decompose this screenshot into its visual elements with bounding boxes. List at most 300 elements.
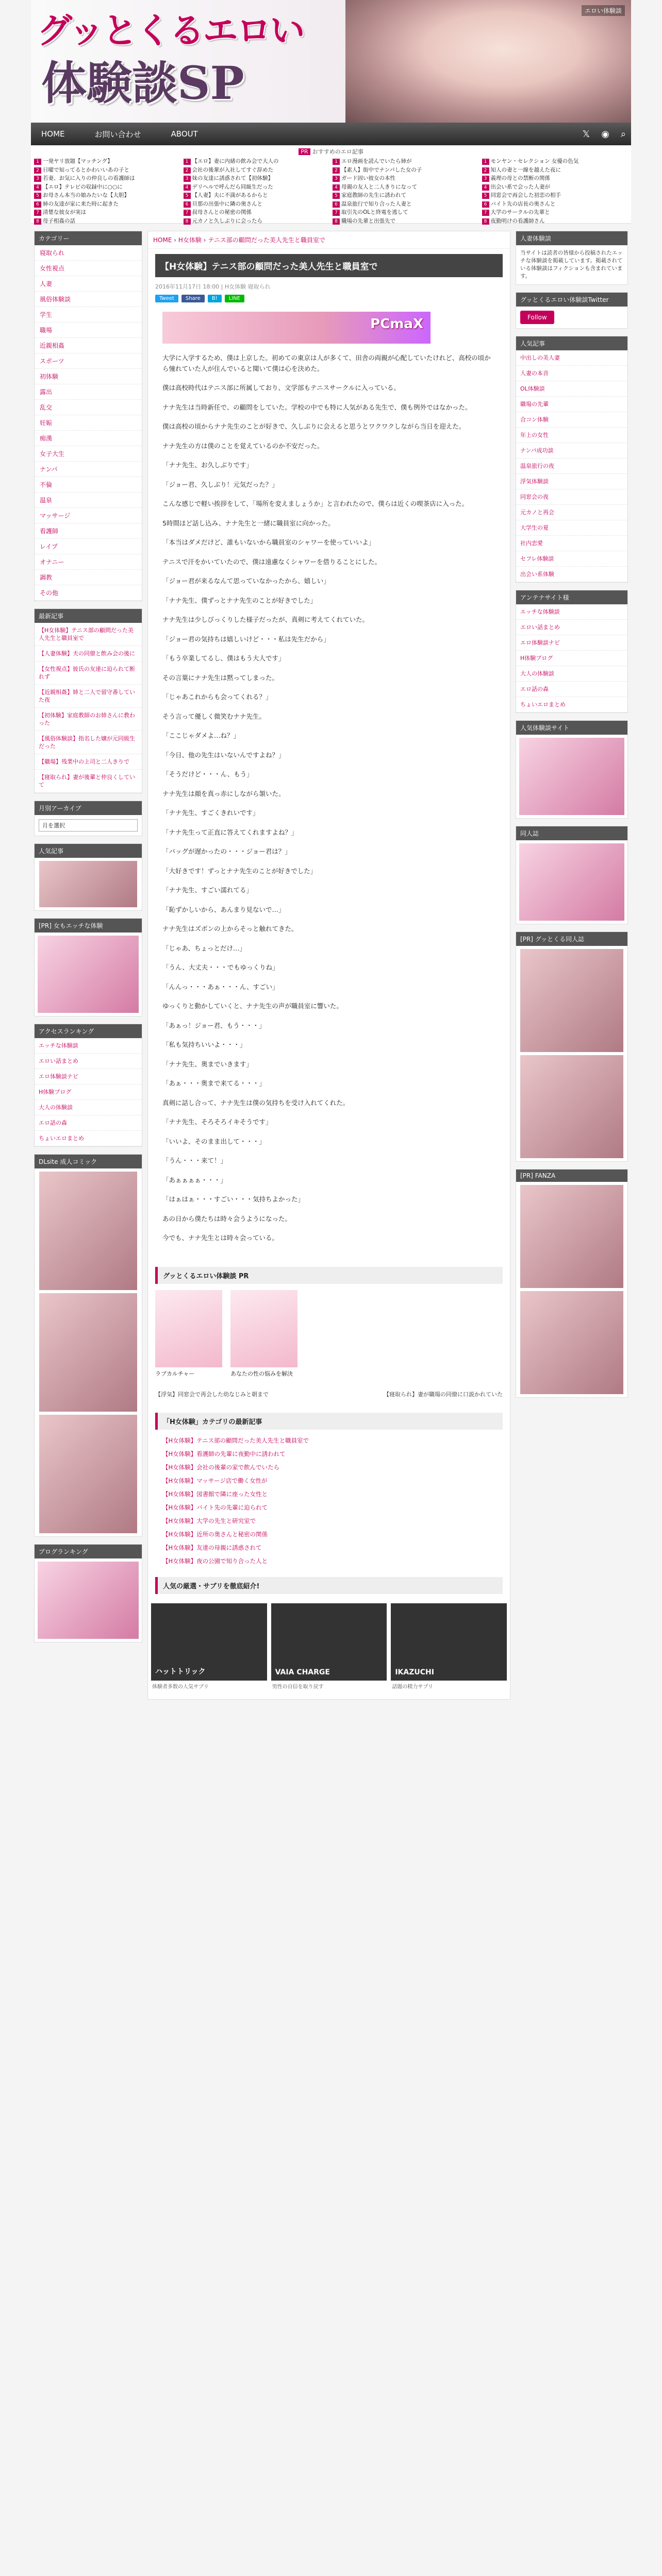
news-item-text: 【人妻】夫に不満があるからと <box>192 192 268 198</box>
article-paragraph: 「ナナ先生、すごい濡れてる」 <box>162 886 253 894</box>
access-ranking-item[interactable]: ちょいエロまとめ <box>35 1131 142 1146</box>
access-ranking-item[interactable]: 大人の体験談 <box>35 1100 142 1115</box>
news-rank-badge: 7 <box>482 210 489 216</box>
news-item-text: 会社の後輩が入社してすぐ辞めた <box>192 166 273 173</box>
doujin-box <box>516 826 628 924</box>
article-paragraph: 「もう卒業してるし、僕はもう大人です」 <box>162 654 285 662</box>
latest-item[interactable]: 【H女体験】バイト先の先輩に迫られて <box>162 1503 268 1511</box>
article-paragraph: 「大好きです！ずっとナナ先生のことが好きでした」 <box>162 867 317 875</box>
news-item-text: 大学のサークルの先輩と <box>490 209 550 215</box>
pickup-item[interactable]: 年上の女性 <box>516 428 627 443</box>
news-rank-badge: 7 <box>184 210 191 216</box>
news-rank-badge: 8 <box>333 218 340 225</box>
related-heading: グッとくるエロい体験談 PR <box>155 1267 503 1284</box>
banner-caption: 話題の精力サプリ <box>392 1684 433 1690</box>
news-item[interactable] <box>333 200 479 209</box>
article-paragraph: 「あぁぁぁぁ・・・」 <box>162 1176 227 1184</box>
latest-item[interactable]: 【H女体験】図書館で隣に座った女性と <box>162 1490 268 1498</box>
new-post-item[interactable]: 【女性視点】彼氏の友達に迫られて断れず <box>35 662 142 685</box>
article-paragraph: 「ジョー君の気持ちは嬉しいけど・・・私は先生だから」 <box>162 635 330 643</box>
archive-select[interactable]: 月を選択 <box>39 819 138 832</box>
rss-icon[interactable]: ◉ <box>601 128 609 140</box>
related-thumb <box>155 1290 222 1367</box>
news-item[interactable] <box>34 174 180 183</box>
category-item[interactable]: レイプ <box>35 539 142 554</box>
ranking-thumbnail[interactable] <box>39 861 137 907</box>
article-paragraph: テニスで汗をかいていたので、僕は遠慮なくシャワーを借りることにした。 <box>162 557 382 566</box>
banner-image <box>151 1603 267 1681</box>
news-rank-badge: 4 <box>34 184 41 191</box>
pickup-item[interactable]: 出会い系体験 <box>516 567 627 582</box>
article-paragraph: 「ここじゃダメよ…ね？」 <box>162 732 240 739</box>
news-rank-badge: 5 <box>333 193 340 199</box>
pr-banner-left[interactable] <box>38 936 139 1013</box>
pr-doujin-2[interactable] <box>520 1055 623 1158</box>
line-button[interactable]: LINE <box>225 295 244 302</box>
category-item[interactable]: その他 <box>35 585 142 601</box>
new-post-item[interactable]: 【風俗体験談】指名した嬢が元同級生だった <box>35 731 142 754</box>
site-logo-bottom[interactable]: 体験談SP <box>41 56 244 110</box>
news-item-text: 知人の妻と一線を越えた夜に <box>490 166 561 173</box>
blog-ranking-heading: プログランキング <box>35 1545 142 1558</box>
about-heading: 人妻体験談 <box>516 231 627 245</box>
antenna-item[interactable]: エロ話の森 <box>516 682 627 697</box>
archive-heading: 月別アーカイブ <box>35 801 142 815</box>
news-item[interactable] <box>34 191 180 200</box>
news-rank-badge: 1 <box>34 159 41 165</box>
pickup-item[interactable]: 社内恋愛 <box>516 536 627 551</box>
news-rank-badge: 3 <box>34 176 41 182</box>
category-item[interactable]: 妊娠 <box>35 415 142 431</box>
news-item-text: 職場の先輩と出張先で <box>341 217 395 224</box>
access-ranking-item[interactable]: エロい話まとめ <box>35 1054 142 1069</box>
category-box <box>34 231 142 601</box>
category-item[interactable]: 温泉 <box>35 493 142 508</box>
antenna-item[interactable]: 大人の体験談 <box>516 666 627 682</box>
new-post-item[interactable]: 【寝取られ】妻が後輩と仲良くしていて <box>35 770 142 793</box>
article-paragraph: ナナ先生の方は僕のことを覚えているのか不安だった。 <box>162 442 324 450</box>
banner-name: IKAZUCHI <box>395 1668 434 1676</box>
pickup-item[interactable]: ナンパ成功談 <box>516 443 627 459</box>
breadcrumb: HOME › H女体験 › テニス部の顧問だった美人先生と職員室で <box>148 231 510 249</box>
article-paragraph: 5時間ほど話し込み、ナナ先生と一緒に職員室に向かった。 <box>162 519 335 527</box>
news-item[interactable] <box>34 183 180 192</box>
news-column <box>184 157 330 225</box>
pickup-heading: 人気記事 <box>516 336 627 350</box>
related-caption: ラブカルチャー <box>155 1370 195 1377</box>
news-rank-badge: 1 <box>333 159 340 165</box>
article-paragraph: 「ナナ先生、お久しぶりです」 <box>162 461 253 469</box>
news-item[interactable] <box>482 200 628 209</box>
article-paragraph: ナナ先生はズボンの上からそっと触れてきた。 <box>162 925 298 933</box>
news-item[interactable] <box>333 217 479 226</box>
category-item[interactable]: オナニー <box>35 554 142 570</box>
news-rank-badge: 7 <box>34 210 41 216</box>
prev-next-nav <box>148 1385 510 1403</box>
category-item[interactable]: 痴漢 <box>35 431 142 446</box>
news-rank-badge: 5 <box>482 193 489 199</box>
category-item[interactable]: スポーツ <box>35 353 142 369</box>
related-thumb <box>230 1290 297 1367</box>
latest-item[interactable]: 【H女体験】会社の後輩の家で飲んでいたら <box>162 1463 280 1471</box>
article-paragraph: 「本当はダメだけど、誰もいないから職員室のシャワーを使っていいよ」 <box>162 538 375 546</box>
news-item[interactable] <box>482 174 628 183</box>
category-list <box>35 245 142 601</box>
article-paragraph: 「私も気持ちいいよ・・・」 <box>162 1041 246 1048</box>
newsbar-header <box>34 147 628 156</box>
news-rank-badge: 5 <box>34 193 41 199</box>
category-item[interactable]: 人妻 <box>35 276 142 292</box>
news-item[interactable] <box>482 217 628 226</box>
news-item-text: 若妻、お気に入りの仲良しの看護師は <box>43 175 135 181</box>
banner-name: ハットトリック <box>155 1667 206 1676</box>
banner-card[interactable] <box>271 1603 387 1694</box>
nav-contact[interactable]: お問い合わせ <box>94 129 141 139</box>
news-item[interactable] <box>333 174 479 183</box>
news-item[interactable] <box>34 200 180 209</box>
news-item-text: 【エロ】テレビの収録中に○○に <box>43 183 123 190</box>
page-wrapper <box>31 0 631 2576</box>
news-item[interactable] <box>482 166 628 175</box>
latest-item[interactable]: 【H女体験】夜の公園で知り合った人と <box>162 1557 268 1565</box>
category-item[interactable]: 近親相姦 <box>35 338 142 353</box>
next-post-link[interactable]: 【寝取られ】妻が職場の同僚に口説かれていた <box>384 1391 503 1398</box>
article-paragraph: 「はぁはぁ・・・すごい・・・気持ちよかった」 <box>162 1195 305 1203</box>
pr-doujin-heading: [PR] グッとくる同人誌 <box>516 932 627 946</box>
facebook-button[interactable]: Share <box>181 295 205 302</box>
latest-item[interactable]: 【H女体験】看護師の先輩に夜勤中に誘われて <box>162 1450 286 1458</box>
fanza-item-2[interactable] <box>520 1291 623 1394</box>
news-rank-badge: 4 <box>333 184 340 191</box>
category-item[interactable]: 調教 <box>35 570 142 585</box>
news-item-text: 母子相姦の話 <box>43 217 75 224</box>
new-post-item[interactable]: 【初体験】家庭教師のお姉さんに教わった <box>35 708 142 731</box>
news-item[interactable] <box>184 183 330 192</box>
news-item-text: お母さん本当の娘みたいな【大胆】 <box>43 192 129 198</box>
news-columns <box>34 157 628 225</box>
news-column <box>482 157 628 225</box>
latest-list <box>148 1434 510 1568</box>
pr-badge: PR <box>299 148 310 155</box>
article-paragraph: 「ナナ先生、奥までいきます」 <box>162 1060 253 1068</box>
access-ranking-item[interactable]: エロ体験談ナビ <box>35 1069 142 1084</box>
antenna-item[interactable]: エロい話まとめ <box>516 620 627 635</box>
news-item-text: 義理の母との禁断の関係 <box>490 175 550 181</box>
article-paragraph: その言葉にナナ先生は黙ってしまった。 <box>162 673 279 682</box>
left-sidebar <box>34 231 142 1650</box>
banner-name: VAIA CHARGE <box>275 1668 330 1676</box>
access-ranking-heading: アクセスランキング <box>35 1024 142 1038</box>
category-item[interactable]: 職場 <box>35 323 142 338</box>
article-paragraph: 真剣に話し合って、ナナ先生は僕の気持ちを受け入れてくれた。 <box>162 1098 350 1107</box>
article-ad-banner[interactable] <box>162 312 431 344</box>
news-item[interactable] <box>333 157 479 166</box>
article-paragraph: 僕は高校の頃からナナ先生のことが好きで、久しぶりに会えると思うとワクワクしながら当日を迎えた。 <box>162 422 466 430</box>
category-item[interactable]: 看護師 <box>35 523 142 539</box>
article-paragraph: 「恥ずかしいから、あんまり見ないで…」 <box>162 905 285 913</box>
latest-item[interactable]: 【H女体験】大学の先生と研究室で <box>162 1517 256 1524</box>
pr-news-bar <box>31 145 631 224</box>
news-item-text: エロ漫画を読んでいたら姉が <box>341 158 412 164</box>
about-text: 当サイトは読者の皆様から投稿されたエッチな体験談を掲載しています。掲載されている体験談はフィクションも含まれています。 <box>520 250 623 279</box>
news-rank-badge: 8 <box>184 218 191 225</box>
news-rank-badge: 8 <box>482 218 489 225</box>
access-ranking-item[interactable]: H体験ブログ <box>35 1084 142 1100</box>
related-item[interactable] <box>155 1290 222 1378</box>
news-rank-badge: 7 <box>333 210 340 216</box>
category-item[interactable]: 初体験 <box>35 369 142 384</box>
ranking-heading: 人気記事 <box>35 844 142 858</box>
category-heading: カテゴリー <box>35 231 142 245</box>
main-article <box>147 231 510 1700</box>
category-item[interactable]: ナンパ <box>35 462 142 477</box>
news-item[interactable] <box>34 166 180 175</box>
breadcrumb-home[interactable]: HOME <box>153 236 172 244</box>
news-item[interactable] <box>184 166 330 175</box>
news-rank-badge: 2 <box>184 167 191 174</box>
news-rank-badge: 5 <box>184 193 191 199</box>
latest-item[interactable]: 【H女体験】テニス部の顧問だった美人先生と職員室で <box>162 1436 309 1444</box>
news-item-text: 姉の友達が家に来た時に起きた <box>43 200 119 207</box>
latest-item[interactable]: 【H女体験】友達の母親に誘惑されて <box>162 1544 262 1551</box>
about-box <box>516 231 628 285</box>
access-ranking-item[interactable]: エッチな体験談 <box>35 1038 142 1054</box>
category-item[interactable]: 露出 <box>35 384 142 400</box>
article-paragraph: 「ジョー君、久しぶり！元気だった？」 <box>162 480 278 488</box>
article-paragraph: そう言って優しく微笑むナナ先生。 <box>162 712 266 720</box>
news-rank-badge: 4 <box>482 184 489 191</box>
dlsite-comic-2[interactable] <box>39 1293 137 1412</box>
news-item[interactable] <box>482 183 628 192</box>
news-item[interactable] <box>333 166 479 175</box>
news-item-text: ガード固い彼女の本性 <box>341 175 395 181</box>
new-post-item[interactable]: 【人妻体験】夫の同僚と飲み会の後に <box>35 646 142 662</box>
article-paragraph: ナナ先生は少しびっくりした様子だったが、真剣に考えてくれていた。 <box>162 616 369 623</box>
news-item-text: デリヘルで呼んだら同級生だった <box>192 183 273 190</box>
news-item-text: 叔母さんとの秘密の関係 <box>192 209 252 215</box>
article-paragraph: 「ナナ先生、そろそろイキそうです」 <box>162 1118 272 1126</box>
pickup-item[interactable]: 温泉旅行の夜 <box>516 459 627 474</box>
news-rank-badge: 2 <box>333 167 340 174</box>
new-post-item[interactable]: 【職場】残業中の上司と二人きりで <box>35 754 142 770</box>
nav-about[interactable]: ABOUT <box>171 129 198 139</box>
dlsite-comic-3[interactable] <box>39 1415 137 1533</box>
related-caption: あなたの性の悩みを解決 <box>230 1370 293 1377</box>
share-buttons <box>148 295 510 308</box>
news-item[interactable] <box>184 217 330 226</box>
dlsite-box <box>34 1154 142 1537</box>
hero-caption: エロい体験談 <box>582 5 625 16</box>
news-item-text: 【素人】街中でナンパした女の子 <box>341 166 422 173</box>
news-item-text: 温泉旅行で知り合った人妻と <box>341 200 412 207</box>
article-paragraph: ナナ先生は当時新任で、の顧問をしていた。学校の中でも特に人気がある先生で、僕も例外ではなかった。 <box>162 403 472 411</box>
article-paragraph: 「あぁっ！ジョー君、もう・・・」 <box>162 1021 266 1029</box>
news-item-text: 妹の友達に誘惑されて【初体験】 <box>192 175 273 181</box>
pickup-item[interactable]: 大学生の夏 <box>516 520 627 536</box>
news-rank-badge: 1 <box>184 159 191 165</box>
category-item[interactable]: 女子大生 <box>35 446 142 462</box>
news-item-text: バイト先の店長の奥さんと <box>490 200 556 207</box>
article-body <box>148 308 510 1258</box>
news-item-text: 家庭教師の先生に誘われて <box>341 192 406 198</box>
antenna-list <box>516 604 627 713</box>
news-rank-badge: 3 <box>333 176 340 182</box>
article-paragraph: 「じゃあ、ちょっとだけ…」 <box>162 944 246 952</box>
antenna-item[interactable]: ちょいエロまとめ <box>516 697 627 713</box>
news-rank-badge: 3 <box>184 176 191 182</box>
category-item[interactable]: 風俗体験談 <box>35 292 142 307</box>
pickup-item[interactable]: 同窓会の夜 <box>516 489 627 505</box>
banner-image <box>271 1603 387 1681</box>
article-paragraph: 大学に入学するため、僕は上京した。初めての東京は人が多くて、田舎の両親が心配していたけれど、高校の頃から憧れていた人が住んでいると聞いて僕は心を決めた。 <box>162 354 491 372</box>
pickup-item[interactable]: 職場の先輩 <box>516 397 627 412</box>
news-item-text: 夜勤明けの看護師さん <box>490 217 545 224</box>
related-item[interactable] <box>230 1290 297 1378</box>
pickup-item[interactable]: 合コン体験 <box>516 412 627 428</box>
pickup-item[interactable]: 中出しの美人妻 <box>516 350 627 366</box>
news-rank-badge: 6 <box>34 201 41 208</box>
search-icon[interactable]: ⌕ <box>620 128 626 140</box>
news-rank-badge: 6 <box>482 201 489 208</box>
pickup-item[interactable]: 人妻の本音 <box>516 366 627 381</box>
article-paragraph: 「ナナ先生、すごくきれいです」 <box>162 809 259 817</box>
news-item[interactable] <box>184 200 330 209</box>
fanza-heading: [PR] FANZA <box>516 1170 627 1182</box>
news-rank-badge: 4 <box>184 184 191 191</box>
new-post-item[interactable]: 【H女体験】テニス部の顧問だった美人先生と職員室で <box>35 623 142 646</box>
access-ranking-list <box>35 1038 142 1146</box>
blog-ranking-box <box>34 1544 142 1642</box>
prev-post-link[interactable]: 【浮気】同窓会で再会した幼なじみと朝まで <box>155 1391 269 1398</box>
recommend-banner[interactable] <box>519 738 624 815</box>
article-paragraph: 「じゃあこれからも会ってくれる？」 <box>162 693 272 701</box>
news-item[interactable] <box>482 191 628 200</box>
news-item-text: 旦那の出張中に隣の奥さんと <box>192 200 262 207</box>
pickup-item[interactable]: セフレ体験談 <box>516 551 627 567</box>
pr-heading-left: [PR] 女もエッチな体験 <box>35 919 142 933</box>
category-item[interactable]: 女性視点 <box>35 261 142 276</box>
hatena-button[interactable]: B! <box>208 295 222 302</box>
related-items <box>148 1288 510 1385</box>
news-item[interactable] <box>333 183 479 192</box>
dlsite-comic-1[interactable] <box>39 1172 137 1290</box>
pickup-box <box>516 336 628 583</box>
article-paragraph: 今でも、ナナ先生とは時々会っている。 <box>162 1234 279 1242</box>
news-item[interactable] <box>482 157 628 166</box>
header-hero-image <box>345 0 631 123</box>
news-item[interactable] <box>482 208 628 217</box>
article-paragraph: 「そうだけど・・・ん、もう」 <box>162 770 253 778</box>
banners-heading: 人気の厳選・サブリを徹底紹介! <box>155 1577 503 1594</box>
news-rank-badge: 6 <box>333 201 340 208</box>
news-item[interactable] <box>184 157 330 166</box>
antenna-item[interactable]: エロ体験談ナビ <box>516 635 627 651</box>
blog-ranking-banner[interactable] <box>38 1562 139 1639</box>
news-item-text: 一発ヤリ放題【マッチング】 <box>43 158 113 164</box>
site-logo-top[interactable]: グッとくるエロい <box>37 10 304 52</box>
doujin-heading: 同人誌 <box>516 826 627 840</box>
antenna-heading: アンテナサイト様 <box>516 590 627 604</box>
news-item[interactable] <box>34 157 180 166</box>
pickup-item[interactable]: OL体験談 <box>516 381 627 397</box>
banner-card[interactable] <box>151 1603 267 1694</box>
antenna-box <box>516 590 628 713</box>
twitter-follow-button[interactable]: Follow <box>520 311 554 324</box>
article-meta: 2016年11月17日 18:00 | H女体験 寝取られ <box>155 283 271 290</box>
news-item-text: 元カノと久しぶりに会ったら <box>192 217 262 224</box>
article-paragraph: 「いいよ、そのまま出して・・・」 <box>162 1137 266 1145</box>
ad-brand: PCmaX <box>370 316 423 332</box>
pr-box-left <box>34 918 142 1016</box>
latest-item[interactable]: 【H女体験】マッサージ店で働く女性が <box>162 1477 268 1484</box>
antenna-item[interactable]: H体験ブログ <box>516 651 627 666</box>
pickup-item[interactable]: 浮気体験談 <box>516 474 627 489</box>
access-ranking-box <box>34 1024 142 1147</box>
news-item[interactable] <box>184 174 330 183</box>
category-item[interactable]: 学生 <box>35 307 142 323</box>
antenna-item[interactable]: エッチな体験談 <box>516 604 627 620</box>
access-ranking-item[interactable]: エロ話の森 <box>35 1115 142 1131</box>
news-item[interactable] <box>184 191 330 200</box>
latest-item[interactable]: 【H女体験】近所の奥さんと秘密の関係 <box>162 1530 268 1538</box>
nav-home[interactable]: HOME <box>41 129 65 139</box>
pr-doujin-1[interactable] <box>520 949 623 1052</box>
article-paragraph: ゆっくりと動かしていくと、ナナ先生の声が職員室に響いた。 <box>162 1002 343 1010</box>
article-paragraph: 「あぁ・・・奥まで来てる・・・」 <box>162 1079 266 1087</box>
news-item[interactable] <box>34 208 180 217</box>
news-item[interactable] <box>34 217 180 226</box>
news-column <box>34 157 180 225</box>
news-rank-badge: 8 <box>34 218 41 225</box>
news-item-text: 清楚な彼女が実は <box>43 209 86 215</box>
news-item[interactable] <box>333 191 479 200</box>
fanza-item-1[interactable] <box>520 1185 623 1288</box>
category-item[interactable]: マッサージ <box>35 508 142 523</box>
site-header <box>31 0 631 123</box>
twitter-x-icon[interactable]: 𝕏 <box>582 128 590 140</box>
category-item[interactable]: 寝取られ <box>35 245 142 261</box>
supplement-banners <box>148 1598 510 1699</box>
tweet-button[interactable]: Tweet <box>155 295 178 302</box>
article-paragraph: 「うん、大丈夫・・・でもゆっくりね」 <box>162 963 279 971</box>
news-rank-badge: 3 <box>482 176 489 182</box>
breadcrumb-category[interactable]: H女体験 <box>178 236 202 244</box>
news-item[interactable] <box>333 208 479 217</box>
news-item-text: 同窓会で再会した初恋の相手 <box>490 192 561 198</box>
article-paragraph: こんな感じで軽い挨拶をして、「場所を変えましょうか」と言われたので、僕らは近くの喫茶店に入った。 <box>162 500 469 507</box>
recommend-heading: 人気体験談サイト <box>516 721 627 735</box>
new-post-item[interactable]: 【近親相姦】姉と二人で留守番していた夜 <box>35 685 142 708</box>
latest-heading: 「H女体験」カテゴリの最新記事 <box>155 1413 503 1430</box>
dlsite-heading: DLsite 成人コミック <box>35 1155 142 1168</box>
banner-card[interactable] <box>391 1603 507 1694</box>
category-item[interactable]: 不倫 <box>35 477 142 493</box>
news-rank-badge: 2 <box>482 167 489 174</box>
news-item[interactable] <box>184 208 330 217</box>
new-posts-heading: 最新記事 <box>35 609 142 623</box>
pickup-item[interactable]: 元カノと再会 <box>516 505 627 520</box>
pickup-list <box>516 350 627 582</box>
doujin-banner[interactable] <box>519 843 624 921</box>
news-rank-badge: 6 <box>184 201 191 208</box>
category-item[interactable]: 乱交 <box>35 400 142 415</box>
ranking-box <box>34 843 142 911</box>
news-item-text: モンヤン・セレクション 女優の色気 <box>490 158 579 164</box>
new-posts-box <box>34 608 142 793</box>
archive-box <box>34 801 142 836</box>
fanza-box <box>516 1169 628 1398</box>
banner-image <box>391 1603 507 1681</box>
